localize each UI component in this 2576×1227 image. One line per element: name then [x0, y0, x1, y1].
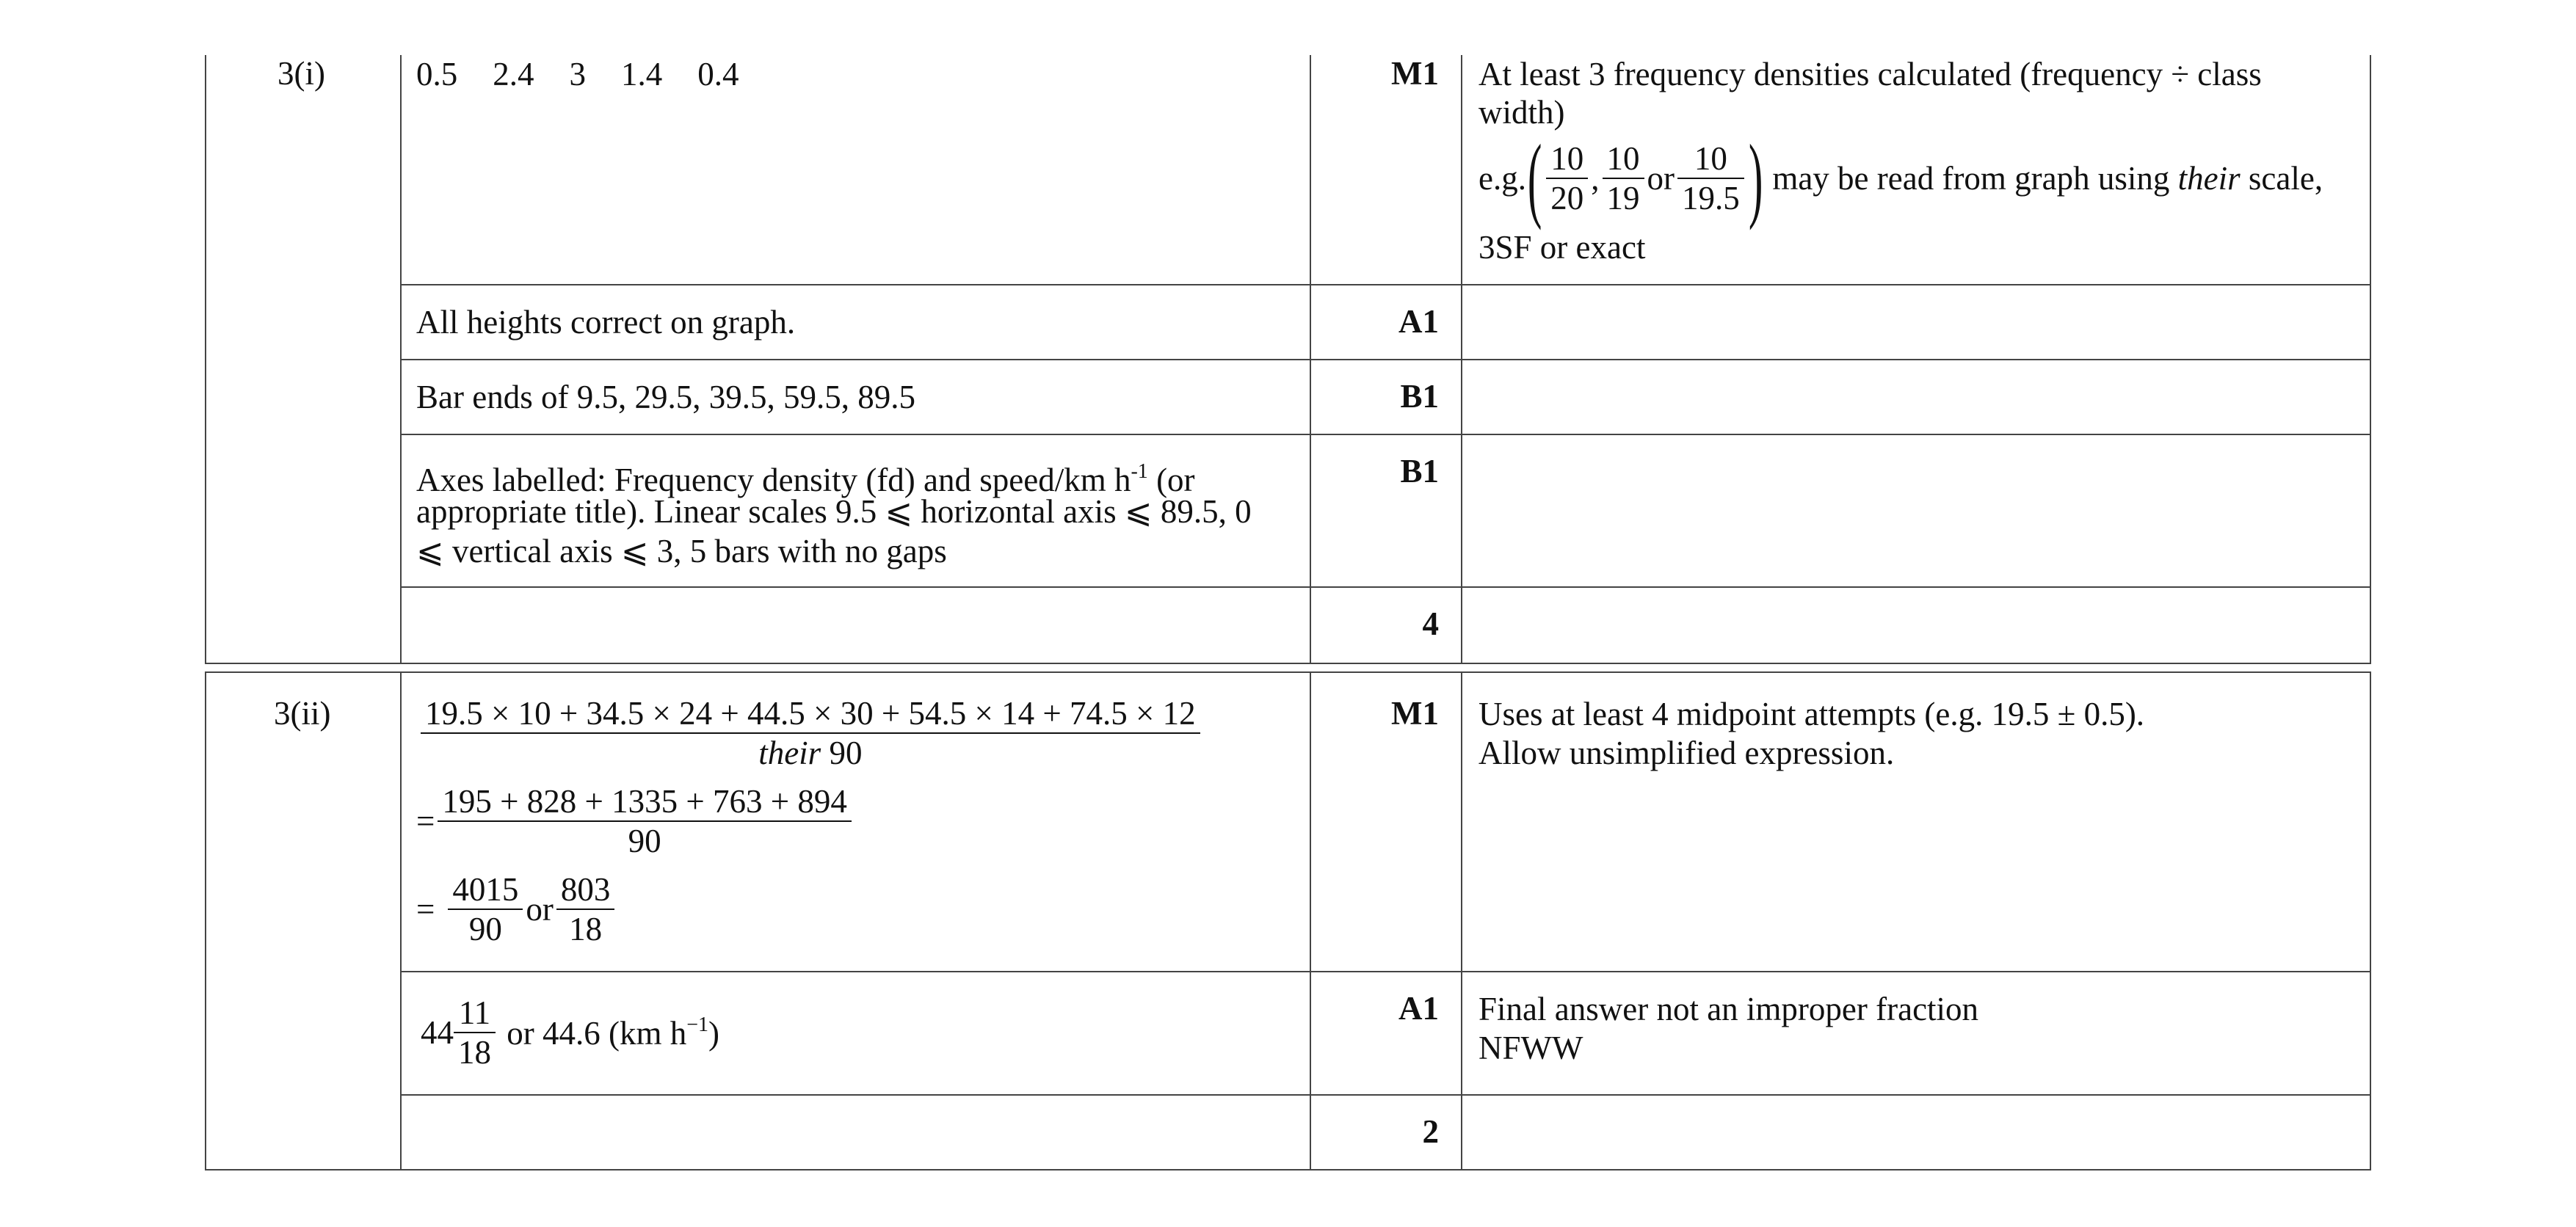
table1-row-divider-4	[400, 586, 2371, 588]
answer-value: 3	[569, 56, 586, 92]
table1-row-divider-2	[400, 359, 2371, 360]
table1-bottom-border	[205, 663, 2371, 664]
question-label: 3(ii)	[274, 695, 331, 732]
guidance-line: NFWW	[1479, 1030, 1583, 1066]
table1-row-divider-3	[400, 434, 2371, 435]
guidance-italic: their	[2177, 160, 2241, 197]
table2-bottom-border	[205, 1169, 2371, 1170]
working-expression	[416, 782, 855, 860]
answer-value: 0.4	[697, 56, 739, 92]
table2-right-border	[2370, 671, 2371, 1170]
fraction: $\frac{4015}{90}$	[448, 870, 523, 948]
table1-row-divider-1	[400, 284, 2371, 285]
guidance-line: Uses at least 4 midpoint attempts (e.g. 19.5 ± 0.5).	[1479, 696, 2145, 732]
guidance-tail: may be read from graph using	[1772, 160, 2170, 197]
or-text: or	[1647, 160, 1675, 197]
total-mark: 4	[1422, 605, 1439, 642]
table2-col-divider-2	[1310, 671, 1311, 1170]
fraction: $\frac{10}{19}$	[1603, 139, 1644, 217]
mark: M1	[1391, 695, 1439, 732]
or-text: or	[526, 891, 554, 928]
total-mark: 2	[1422, 1113, 1439, 1150]
guidance-line: 3SF or exact	[1479, 229, 1646, 266]
mark: B1	[1400, 453, 1439, 489]
whole-number: 44	[421, 1014, 454, 1051]
table2-left-border	[205, 671, 206, 1170]
answer-text: appropriate title). Linear scales 9.5 ⩽ horizontal axis ⩽ 89.5, 0	[416, 493, 1252, 530]
guidance-line: Allow unsimplified expression.	[1479, 735, 1895, 771]
eg-prefix: e.g.	[1479, 160, 1526, 197]
guidance-line: Final answer not an improper fraction	[1479, 991, 1979, 1027]
table2-top-border	[205, 671, 2371, 673]
answer-value: 2.4	[493, 56, 534, 92]
table2-row-divider-1	[400, 971, 2371, 972]
fraction: $\frac{11}{18}$	[454, 994, 496, 1071]
table2-col-divider-3	[1461, 671, 1462, 1170]
final-answer: 44 $\frac{11}{18}$ or 44.6 (km $h^{-1}$)	[421, 994, 720, 1071]
answer-text: Axes labelled: Frequency density (fd) and speed/km $h^{-1}$ (or	[416, 460, 1195, 498]
fraction: $\frac{195 + 828 + 1335 + 763 + 894}{90}$	[438, 782, 852, 860]
working-expression	[416, 870, 617, 948]
answer-values	[416, 54, 739, 94]
answer-text: All heights correct on graph.	[416, 304, 796, 341]
working-expression	[421, 694, 1200, 772]
guidance-fraction-line	[1479, 125, 2323, 231]
table2-col-divider-1	[400, 671, 402, 1170]
fraction: $\frac{803}{18}$	[556, 870, 615, 948]
answer-text: ⩽ vertical axis ⩽ 3, 5 bars with no gaps	[416, 533, 947, 569]
mark: M1	[1391, 55, 1439, 92]
table2-row-divider-2	[400, 1094, 2371, 1096]
guidance-line: At least 3 frequency densities calculated (frequency ÷ class	[1479, 56, 2262, 92]
equals-sign: =	[416, 891, 435, 928]
mark: B1	[1400, 378, 1439, 415]
table1-left-border	[205, 55, 206, 664]
mark: A1	[1398, 990, 1439, 1027]
equals-sign: =	[416, 803, 435, 840]
comma: ,	[1591, 160, 1600, 197]
answer-value: 1.4	[621, 56, 663, 92]
question-label: 3(i)	[277, 55, 325, 92]
left-paren-icon: (	[1527, 125, 1542, 231]
answer-value: 0.5	[416, 56, 458, 92]
guidance-tail: scale,	[2248, 160, 2323, 197]
right-paren-icon: )	[1748, 125, 1763, 231]
fraction: $\frac{10}{20}$	[1546, 139, 1588, 217]
mark: A1	[1398, 303, 1439, 340]
guidance-line: width)	[1479, 94, 1565, 131]
answer-text: Bar ends of 9.5, 29.5, 39.5, 59.5, 89.5	[416, 379, 915, 415]
fraction: $\frac{10}{19.5}$	[1677, 139, 1744, 217]
fraction: $\frac{19.5 \times 10 + 34.5 \times 24 + 44.5 \times 30 + 54.5 \times 14 + 74.5 \times 12}{\text{their 90}}$	[421, 694, 1200, 772]
